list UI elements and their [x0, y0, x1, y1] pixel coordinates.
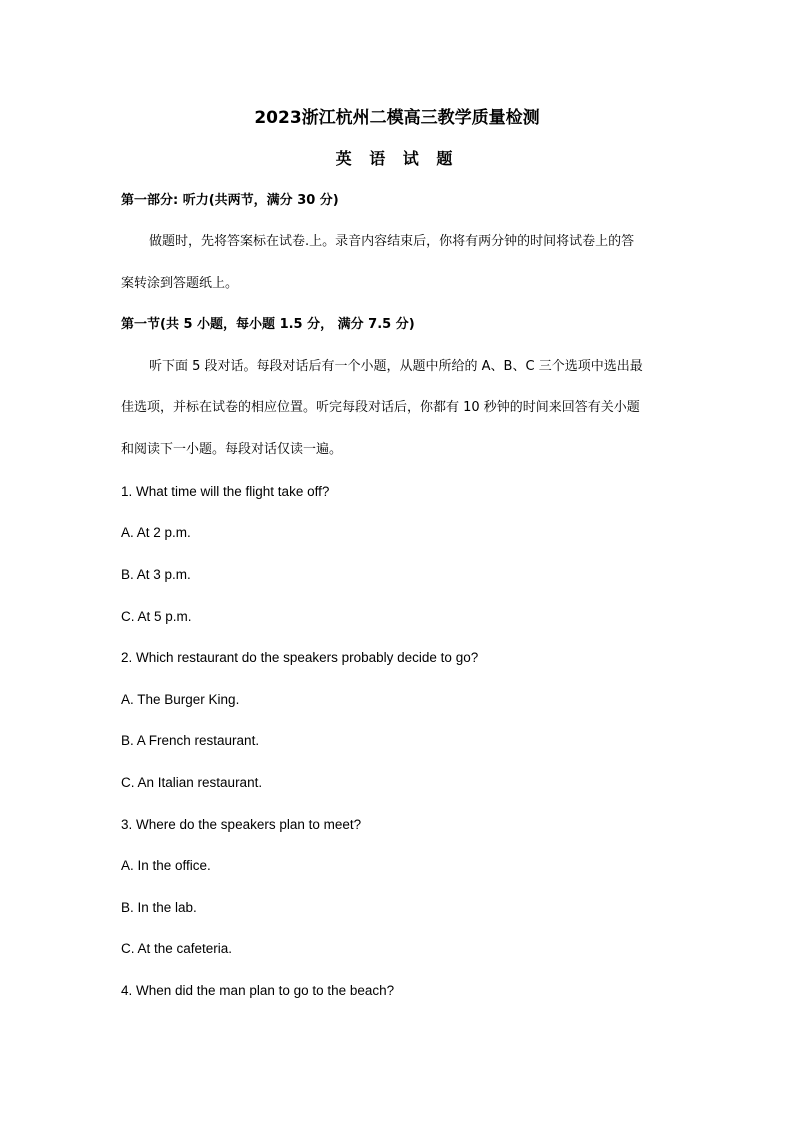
question-2-option-c: C. An Italian restaurant. — [121, 775, 263, 790]
question-2-option-b: B. A French restaurant. — [121, 733, 260, 748]
question-1-option-c: C. At 5 p.m. — [121, 609, 192, 624]
section1-instructions-line3: 和阅读下一小题。每段对话仅读一遍。 — [121, 442, 343, 457]
question-3: 3. Where do the speakers plan to meet? — [121, 817, 362, 832]
page-subtitle: 英 语 试 题 — [335, 149, 459, 168]
section1-instructions-line1: 听下面 5 段对话。每段对话后有一个小题，从题中所给的 A、B、C 三个选项中选出最 — [149, 359, 643, 374]
question-1-option-b: B. At 3 p.m. — [121, 567, 191, 582]
question-2-option-a: A. The Burger King. — [121, 692, 240, 707]
section1-heading: 第一节(共 5 小题，每小题 1.5 分， 满分 7.5 分) — [121, 317, 415, 332]
part1-instructions-line1: 做题时，先将答案标在试卷.上。录音内容结束后，你将有两分钟的时间将试卷上的答 — [149, 234, 635, 249]
question-3-option-c: C. At the cafeteria. — [121, 941, 233, 956]
question-3-option-a: A. In the office. — [121, 858, 211, 873]
question-3-option-b: B. In the lab. — [121, 900, 197, 915]
question-1-option-a: A. At 2 p.m. — [121, 525, 191, 540]
question-2: 2. Which restaurant do the speakers probably decide to go? — [121, 650, 479, 665]
part1-instructions-line2: 案转涂到答题纸上。 — [121, 276, 239, 291]
section1-instructions-line2: 佳选项，并标在试卷的相应位置。听完每段对话后，你都有 10 秒钟的时间来回答有关小题 — [121, 400, 640, 415]
page-title: 2023浙江杭州二模高三教学质量检测 — [254, 108, 540, 128]
question-1: 1. What time will the flight take off? — [121, 484, 330, 499]
part1-heading: 第一部分: 听力(共两节，满分 30 分) — [121, 193, 339, 208]
question-4: 4. When did the man plan to go to the beach? — [121, 983, 395, 998]
